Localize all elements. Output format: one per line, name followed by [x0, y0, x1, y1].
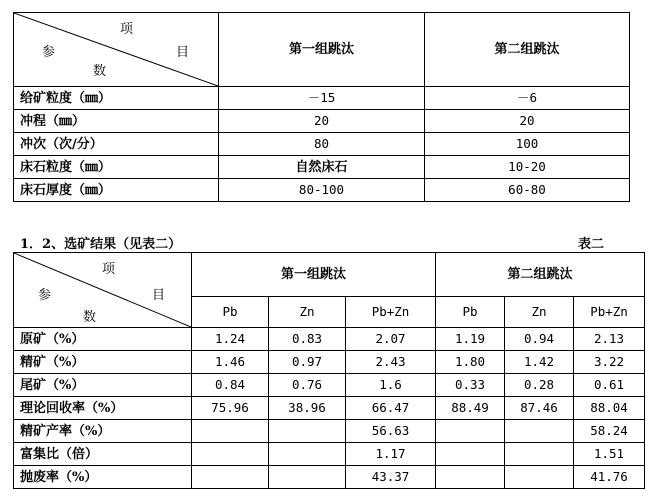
cell-value: 1.19 — [436, 328, 505, 351]
cell-value: 1.24 — [192, 328, 269, 351]
group-header: 第二组跳汰 — [436, 253, 645, 297]
cell-value: 80-100 — [219, 179, 425, 202]
corner-right-label: 目 — [152, 288, 166, 303]
subcolumn-header: Zn — [505, 297, 574, 328]
table-row — [14, 133, 630, 156]
row-label: 给矿粒度（㎜） — [14, 87, 219, 110]
cell-value: 3.22 — [574, 351, 645, 374]
section-title: 1．2、选矿结果（见表二） — [20, 237, 182, 252]
row-label: 床石粒度（㎜） — [14, 156, 219, 179]
row-label: 尾矿（%） — [14, 374, 192, 397]
cell-value: －15 — [219, 87, 425, 110]
row-label: 抛废率（%） — [14, 466, 192, 489]
cell-value: 自然床石 — [219, 156, 425, 179]
cell-value: 0.94 — [505, 328, 574, 351]
cell-value — [269, 466, 346, 489]
table-row — [14, 351, 645, 374]
subcolumn-header: Zn — [269, 297, 346, 328]
row-label: 床石厚度（㎜） — [14, 179, 219, 202]
table1-corner-cell — [14, 13, 219, 87]
table-row — [14, 110, 630, 133]
cell-value: 0.97 — [269, 351, 346, 374]
subcolumn-header: Pb+Zn — [574, 297, 645, 328]
cell-value — [505, 443, 574, 466]
row-label: 精矿产率（%） — [14, 420, 192, 443]
cell-value: 2.13 — [574, 328, 645, 351]
column-header: 第二组跳汰 — [425, 13, 630, 87]
table-row — [14, 420, 645, 443]
cell-value: 20 — [425, 110, 630, 133]
cell-value: 1.17 — [346, 443, 436, 466]
row-label: 原矿（%） — [14, 328, 192, 351]
subcolumn-header: Pb — [436, 297, 505, 328]
table2-label: 表二 — [578, 237, 605, 252]
row-label: 理论回收率（%） — [14, 397, 192, 420]
cell-value: 75.96 — [192, 397, 269, 420]
cell-value: 0.61 — [574, 374, 645, 397]
corner-bottom-label: 数 — [83, 310, 97, 325]
corner-left-label: 参 — [38, 288, 52, 303]
corner-top-label: 项 — [102, 262, 116, 277]
cell-value: 56.63 — [346, 420, 436, 443]
cell-value: 100 — [425, 133, 630, 156]
table-row — [14, 443, 645, 466]
row-label: 精矿（%） — [14, 351, 192, 374]
corner-top-label: 项 — [120, 22, 134, 37]
table-row — [14, 179, 630, 202]
table-row — [14, 87, 630, 110]
cell-value — [192, 443, 269, 466]
jig-parameters-table — [13, 12, 630, 202]
cell-value: 1.46 — [192, 351, 269, 374]
table-row — [14, 374, 645, 397]
cell-value: 88.04 — [574, 397, 645, 420]
cell-value: 80 — [219, 133, 425, 156]
row-label: 冲程（㎜） — [14, 110, 219, 133]
corner-bottom-label: 数 — [93, 64, 107, 79]
row-label: 冲次（次/分） — [14, 133, 219, 156]
cell-value: 2.43 — [346, 351, 436, 374]
cell-value: 0.84 — [192, 374, 269, 397]
cell-value: 43.37 — [346, 466, 436, 489]
cell-value: 1.51 — [574, 443, 645, 466]
table-row — [14, 466, 645, 489]
subcolumn-header: Pb — [192, 297, 269, 328]
cell-value — [436, 466, 505, 489]
cell-value: 2.07 — [346, 328, 436, 351]
table-row — [14, 156, 630, 179]
cell-value — [192, 420, 269, 443]
cell-value: 0.83 — [269, 328, 346, 351]
cell-value: 60-80 — [425, 179, 630, 202]
cell-value: 20 — [219, 110, 425, 133]
subcolumn-header: Pb+Zn — [346, 297, 436, 328]
cell-value: －6 — [425, 87, 630, 110]
corner-right-label: 目 — [176, 45, 190, 60]
cell-value — [269, 420, 346, 443]
cell-value: 58.24 — [574, 420, 645, 443]
beneficiation-results-table — [13, 252, 645, 489]
cell-value — [436, 420, 505, 443]
cell-value: 0.28 — [505, 374, 574, 397]
cell-value — [505, 420, 574, 443]
cell-value: 66.47 — [346, 397, 436, 420]
table2-corner-cell — [14, 253, 192, 328]
cell-value: 1.6 — [346, 374, 436, 397]
cell-value: 1.42 — [505, 351, 574, 374]
cell-value: 88.49 — [436, 397, 505, 420]
table2-group-row — [14, 253, 645, 297]
group-header: 第一组跳汰 — [192, 253, 436, 297]
table1-header-row — [14, 13, 630, 87]
cell-value: 0.33 — [436, 374, 505, 397]
cell-value: 38.96 — [269, 397, 346, 420]
column-header: 第一组跳汰 — [219, 13, 425, 87]
cell-value: 87.46 — [505, 397, 574, 420]
cell-value: 41.76 — [574, 466, 645, 489]
cell-value — [436, 443, 505, 466]
table-row — [14, 397, 645, 420]
row-label: 富集比（倍） — [14, 443, 192, 466]
corner-left-label: 参 — [42, 45, 56, 60]
cell-value: 10-20 — [425, 156, 630, 179]
table-row — [14, 328, 645, 351]
cell-value — [505, 466, 574, 489]
cell-value: 1.80 — [436, 351, 505, 374]
cell-value: 0.76 — [269, 374, 346, 397]
cell-value — [192, 466, 269, 489]
cell-value — [269, 443, 346, 466]
